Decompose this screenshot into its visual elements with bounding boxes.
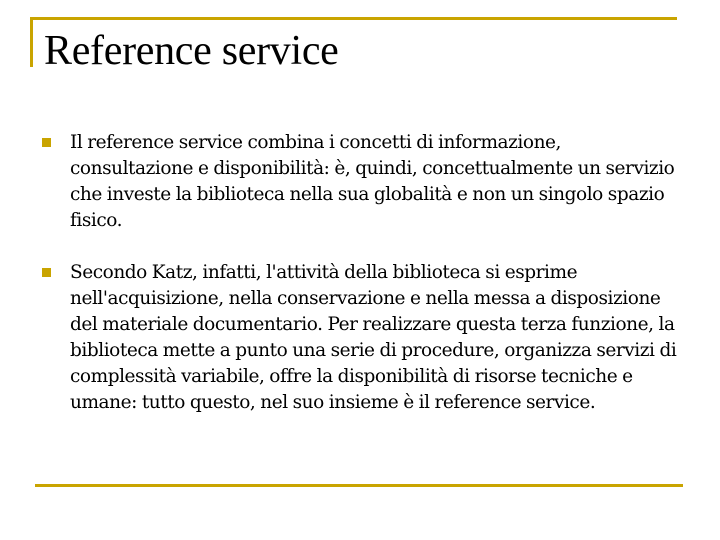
footer-divider-line bbox=[35, 484, 683, 487]
slide-title: Reference service bbox=[44, 28, 339, 74]
bullet-item bbox=[35, 260, 685, 416]
title-frame-top-line bbox=[30, 17, 677, 20]
bullet-list bbox=[35, 130, 685, 416]
bullet-text: Secondo Katz, infatti, l'attività della biblioteca si esprime nell'acquisizione, nella conservazione e nella messa a disposizione del materiale documentario. Per realizzare questa terza funzione, la biblioteca mette a punto una serie di procedure, organizza servizi di complessità variabile, offre la disponibilità di risorse tecniche e umane: tutto questo, nel suo insieme è il reference service. bbox=[70, 262, 677, 413]
bullet-text: Il reference service combina i concetti di informazione, consultazione e disponibilità: è, quindi, concettualmente un servizio che investe la biblioteca nella sua globalità e non un singolo spazio fisico. bbox=[70, 132, 675, 231]
bullet-item bbox=[35, 130, 685, 234]
square-bullet-icon bbox=[42, 268, 51, 277]
square-bullet-icon bbox=[42, 138, 51, 147]
title-frame-left-line bbox=[30, 17, 33, 67]
